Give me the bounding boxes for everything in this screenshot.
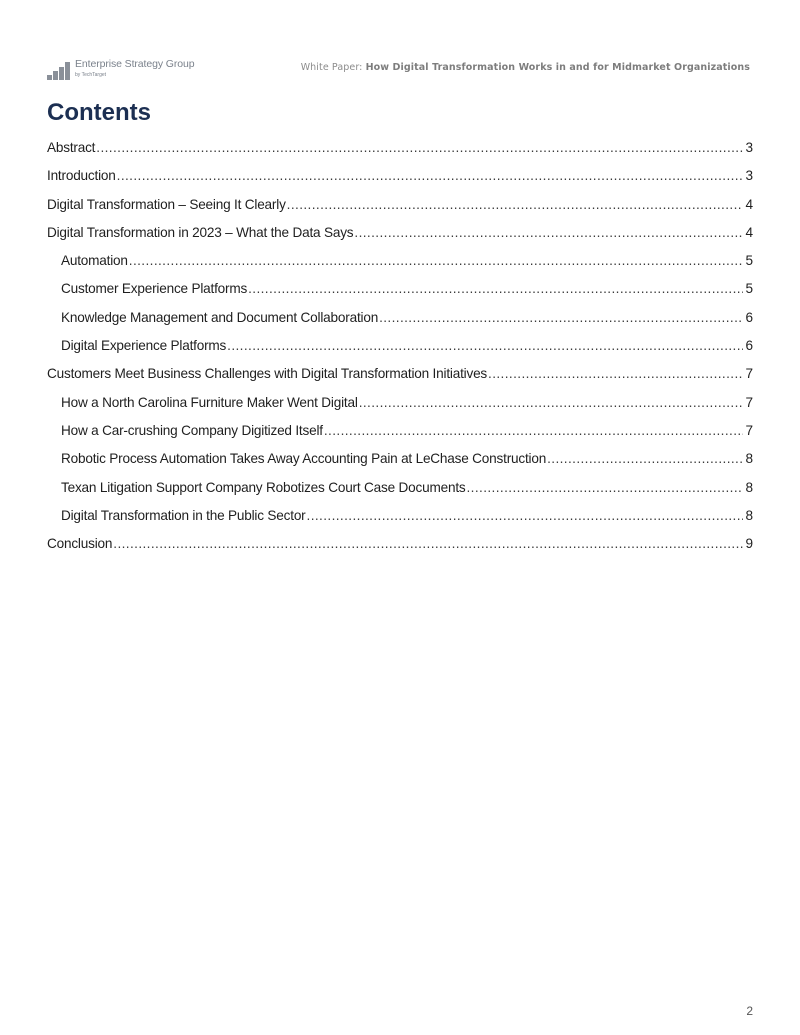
toc-entry-title[interactable]: Customers Meet Business Challenges with Digital Transformation Initiatives	[47, 366, 488, 382]
toc-entry-title[interactable]: Digital Experience Platforms	[61, 338, 227, 354]
toc-entry[interactable]	[47, 508, 753, 536]
toc-entry[interactable]	[47, 310, 753, 338]
toc-dot-leader	[488, 366, 743, 381]
toc-entry-page[interactable]: 5	[745, 281, 753, 297]
toc-dot-leader	[467, 480, 744, 495]
bar-chart-logo-icon	[47, 60, 71, 80]
toc-entry[interactable]	[47, 338, 753, 366]
toc-dot-leader	[547, 451, 743, 466]
toc-entry-page[interactable]: 5	[745, 253, 753, 269]
toc-entry[interactable]	[47, 536, 753, 564]
toc-entry-title[interactable]: How a Car-crushing Company Digitized Itself	[61, 422, 323, 438]
toc-entry[interactable]	[47, 281, 753, 309]
toc-entry-page[interactable]: 8	[745, 507, 753, 523]
brand-name: Enterprise Strategy Group	[75, 58, 195, 70]
toc-entry-title[interactable]: Abstract	[47, 140, 96, 155]
toc-dot-leader	[227, 338, 743, 353]
contents-heading: Contents	[47, 99, 151, 126]
toc-entry-page[interactable]: 6	[745, 309, 753, 325]
table-of-contents	[47, 140, 753, 564]
toc-entry-page[interactable]: 7	[745, 366, 753, 382]
toc-dot-leader	[248, 281, 743, 296]
toc-dot-leader	[96, 140, 743, 155]
toc-entry-page[interactable]: 8	[745, 479, 753, 495]
toc-entry-title[interactable]: Conclusion	[47, 536, 113, 552]
toc-entry-title[interactable]: Digital Transformation – Seeing It Clearly	[47, 196, 286, 212]
page-number: 2	[746, 1004, 753, 1018]
toc-entry-title[interactable]: Knowledge Management and Document Collaboration	[61, 309, 379, 325]
toc-entry[interactable]	[47, 423, 753, 451]
toc-entry[interactable]	[47, 395, 753, 423]
toc-entry-title[interactable]: How a North Carolina Furniture Maker Went Digital	[61, 394, 358, 410]
toc-entry-page[interactable]: 4	[745, 196, 753, 212]
toc-entry-title[interactable]: Texan Litigation Support Company Robotizes Court Case Documents	[61, 479, 466, 495]
toc-entry-page[interactable]: 4	[745, 224, 753, 240]
toc-entry[interactable]	[47, 197, 753, 225]
toc-entry-title[interactable]: Introduction	[47, 168, 116, 184]
brand-subtitle: by TechTarget	[75, 71, 107, 78]
document-title: How Digital Transformation Works in and for Midmarket Organizations	[365, 62, 750, 73]
toc-dot-leader	[359, 395, 744, 410]
toc-entry-page[interactable]: 3	[745, 140, 753, 155]
toc-dot-leader	[354, 225, 743, 240]
toc-entry[interactable]	[47, 253, 753, 281]
toc-entry[interactable]	[47, 225, 753, 253]
toc-entry-title[interactable]: Digital Transformation in the Public Sector	[61, 507, 306, 523]
toc-entry-page[interactable]: 3	[745, 168, 753, 184]
toc-entry-title[interactable]: Robotic Process Automation Takes Away Accounting Pain at LeChase Construction	[61, 451, 547, 467]
toc-entry-page[interactable]: 7	[745, 422, 753, 438]
toc-dot-leader	[324, 423, 744, 438]
toc-entry-title[interactable]: Automation	[61, 253, 128, 269]
toc-dot-leader	[117, 168, 744, 183]
toc-entry[interactable]	[47, 168, 753, 196]
toc-dot-leader	[287, 197, 744, 212]
toc-entry-page[interactable]: 8	[745, 451, 753, 467]
toc-entry-page[interactable]: 7	[745, 394, 753, 410]
document-header	[301, 62, 750, 73]
brand-logo	[47, 59, 194, 80]
toc-entry[interactable]	[47, 480, 753, 508]
toc-dot-leader	[307, 508, 744, 523]
toc-entry[interactable]	[47, 366, 753, 394]
toc-entry-page[interactable]: 6	[745, 338, 753, 354]
toc-entry-title[interactable]: Digital Transformation in 2023 – What the Data Says	[47, 224, 354, 240]
document-type: White Paper:	[300, 62, 363, 73]
toc-entry-title[interactable]: Customer Experience Platforms	[61, 281, 248, 297]
toc-entry[interactable]	[47, 140, 753, 168]
toc-dot-leader	[129, 253, 744, 268]
toc-entry[interactable]	[47, 451, 753, 479]
toc-dot-leader	[113, 536, 743, 551]
toc-dot-leader	[379, 310, 743, 325]
toc-entry-page[interactable]: 9	[745, 536, 753, 552]
